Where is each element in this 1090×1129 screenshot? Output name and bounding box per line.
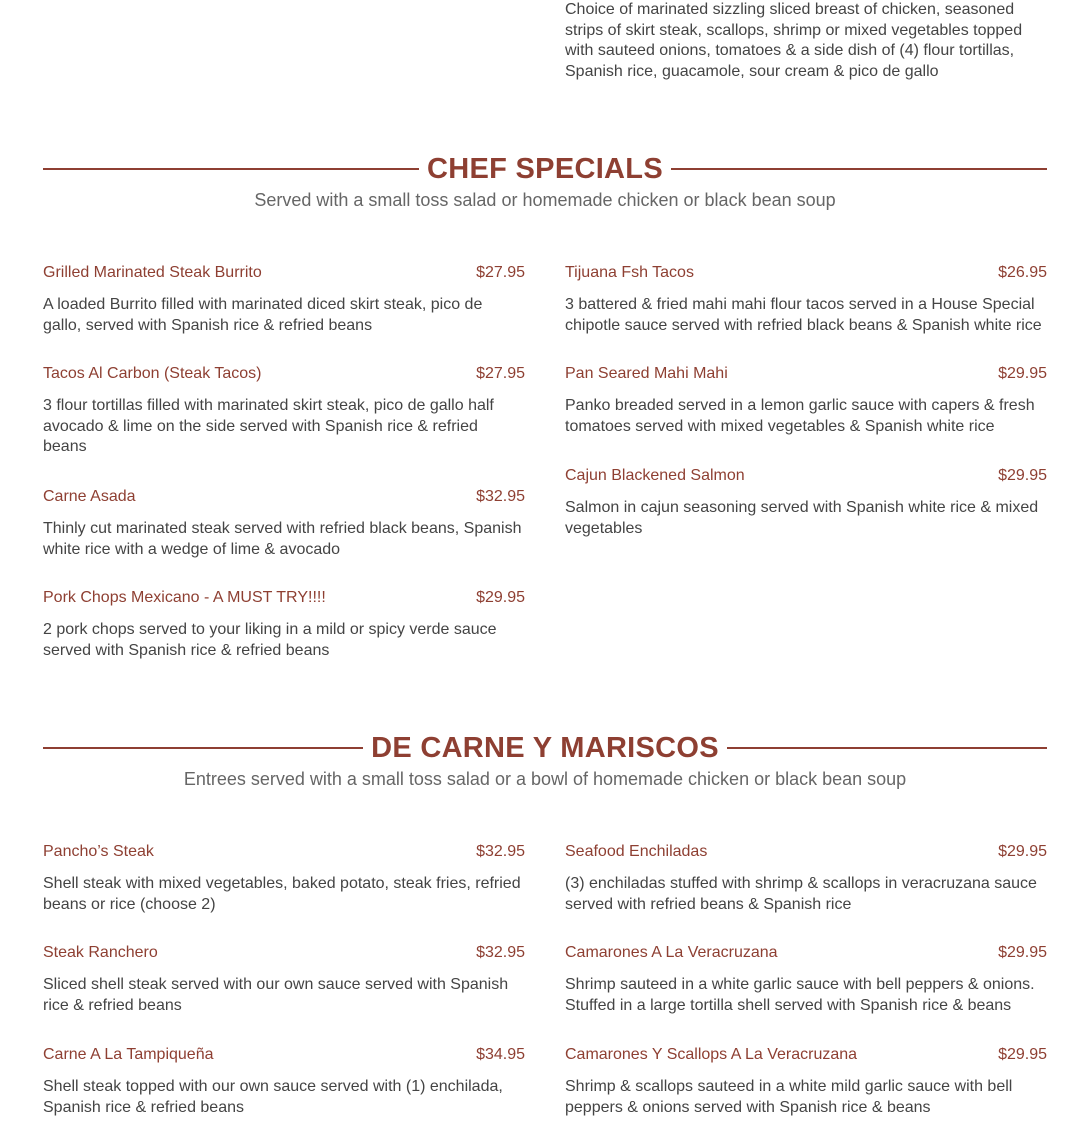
menu-item-name: Pancho’s Steak [43, 843, 154, 860]
menu-item-price: $32.95 [476, 843, 525, 860]
menu-item [565, 364, 1047, 437]
menu-item-description: Shell steak with mixed vegetables, baked potato, steak fries, refried beans or rice (choose 2) [43, 875, 521, 913]
menu-item-name: Steak Ranchero [43, 944, 158, 961]
de-carne-section [43, 728, 1047, 790]
menu-item-name: Tacos Al Carbon (Steak Tacos) [43, 365, 262, 382]
menu-item [565, 943, 1047, 1016]
menu-item-description: Thinly cut marinated steak served with refried black beans, Spanish white rice with a wedge of lime & avocado [43, 520, 522, 558]
menu-item [43, 487, 525, 560]
header-rule-right [727, 747, 1047, 749]
menu-item-name: Pan Seared Mahi Mahi [565, 365, 728, 382]
menu-item-price: $26.95 [998, 264, 1047, 281]
menu-item-description: Shrimp sauteed in a white garlic sauce with bell peppers & onions. Stuffed in a large tortilla shell served with Spanish rice & beans [565, 976, 1035, 1014]
menu-item-description: 2 pork chops served to your liking in a mild or spicy verde sauce served with Spanish rice & refried beans [43, 621, 497, 659]
menu-item-price: $27.95 [476, 264, 525, 281]
menu-item-price: $29.95 [476, 589, 525, 606]
menu-item-description: Shrimp & scallops sauteed in a white mild garlic sauce with bell peppers & onions served with Spanish rice & beans [565, 1078, 1013, 1116]
intro-item-description: Choice of marinated sizzling sliced breast of chicken, seasoned strips of skirt steak, scallops, shrimp or mixed vegetables topped with sauteed onions, tomatoes & a side dish of (4) flour tortillas, Spanish rice, guacamole, sour cream & pico de gallo [565, 1, 1023, 80]
menu-item-price: $29.95 [998, 467, 1047, 484]
menu-item [43, 842, 525, 915]
menu-item [565, 1045, 1047, 1118]
section-title: DE CARNE Y MARISCOS [371, 731, 719, 764]
menu-item-name: Camarones A La Veracruzana [565, 944, 778, 961]
menu-item [565, 466, 1047, 539]
section-title: CHEF SPECIALS [427, 152, 663, 185]
menu-item [565, 263, 1047, 336]
menu-item-price: $27.95 [476, 365, 525, 382]
menu-item [565, 842, 1047, 915]
menu-item-description: Salmon in cajun seasoning served with Spanish white rice & mixed vegetables [565, 499, 1039, 537]
menu-item-description: 3 flour tortillas filled with marinated skirt steak, pico de gallo half avocado & lime on the side served with Spanish rice & refried beans [43, 397, 494, 456]
header-rule-left [43, 747, 363, 749]
chef-specials-section [43, 149, 1047, 211]
menu-item-description: Panko breaded served in a lemon garlic sauce with capers & fresh tomatoes served with mixed vegetables & Spanish white rice [565, 397, 1035, 435]
section-subtitle: Served with a small toss salad or homemade chicken or black bean soup [254, 190, 836, 210]
menu-item-name: Carne Asada [43, 488, 136, 505]
menu-item-price: $32.95 [476, 944, 525, 961]
menu-item-price: $29.95 [998, 1046, 1047, 1063]
menu-item [43, 943, 525, 1016]
chef-specials-header [43, 149, 1047, 189]
menu-item-name: Camarones Y Scallops A La Veracruzana [565, 1046, 858, 1063]
menu-item-name: Pork Chops Mexicano - A MUST TRY!!!! [43, 589, 326, 606]
menu-item [43, 588, 525, 661]
section-subtitle: Entrees served with a small toss salad or a bowl of homemade chicken or black bean soup [183, 769, 907, 789]
menu-item-price: $32.95 [476, 488, 525, 505]
menu-item [43, 364, 525, 458]
menu-item-description: Sliced shell steak served with our own sauce served with Spanish rice & refried beans [43, 976, 509, 1014]
menu-item-description: A loaded Burrito filled with marinated diced skirt steak, pico de gallo, served with Spanish rice & refried beans [43, 296, 483, 334]
menu-item-name: Cajun Blackened Salmon [565, 467, 745, 484]
menu-item-description: Shell steak topped with our own sauce served with (1) enchilada, Spanish rice & refried beans [43, 1078, 503, 1116]
de-carne-header [43, 728, 1047, 768]
menu-item-price: $29.95 [998, 944, 1047, 961]
menu-item-name: Carne A La Tampiqueña [43, 1046, 214, 1063]
menu-item-name: Tijuana Fsh Tacos [565, 264, 694, 281]
menu-item-name: Seafood Enchiladas [565, 843, 708, 860]
menu-item-price: $29.95 [998, 843, 1047, 860]
menu-item-name: Grilled Marinated Steak Burrito [43, 264, 262, 281]
menu-item-description: (3) enchiladas stuffed with shrimp & scallops in veracruzana sauce served with refried beans & Spanish rice [565, 875, 1037, 913]
menu-item [43, 1045, 525, 1118]
header-rule-left [43, 168, 419, 170]
header-rule-right [671, 168, 1047, 170]
menu-item-description: 3 battered & fried mahi mahi flour tacos served in a House Special chipotle sauce served with refried black beans & Spanish white rice [565, 296, 1042, 334]
menu-item [43, 263, 525, 336]
menu-item-price: $29.95 [998, 365, 1047, 382]
menu-item-price: $34.95 [476, 1046, 525, 1063]
